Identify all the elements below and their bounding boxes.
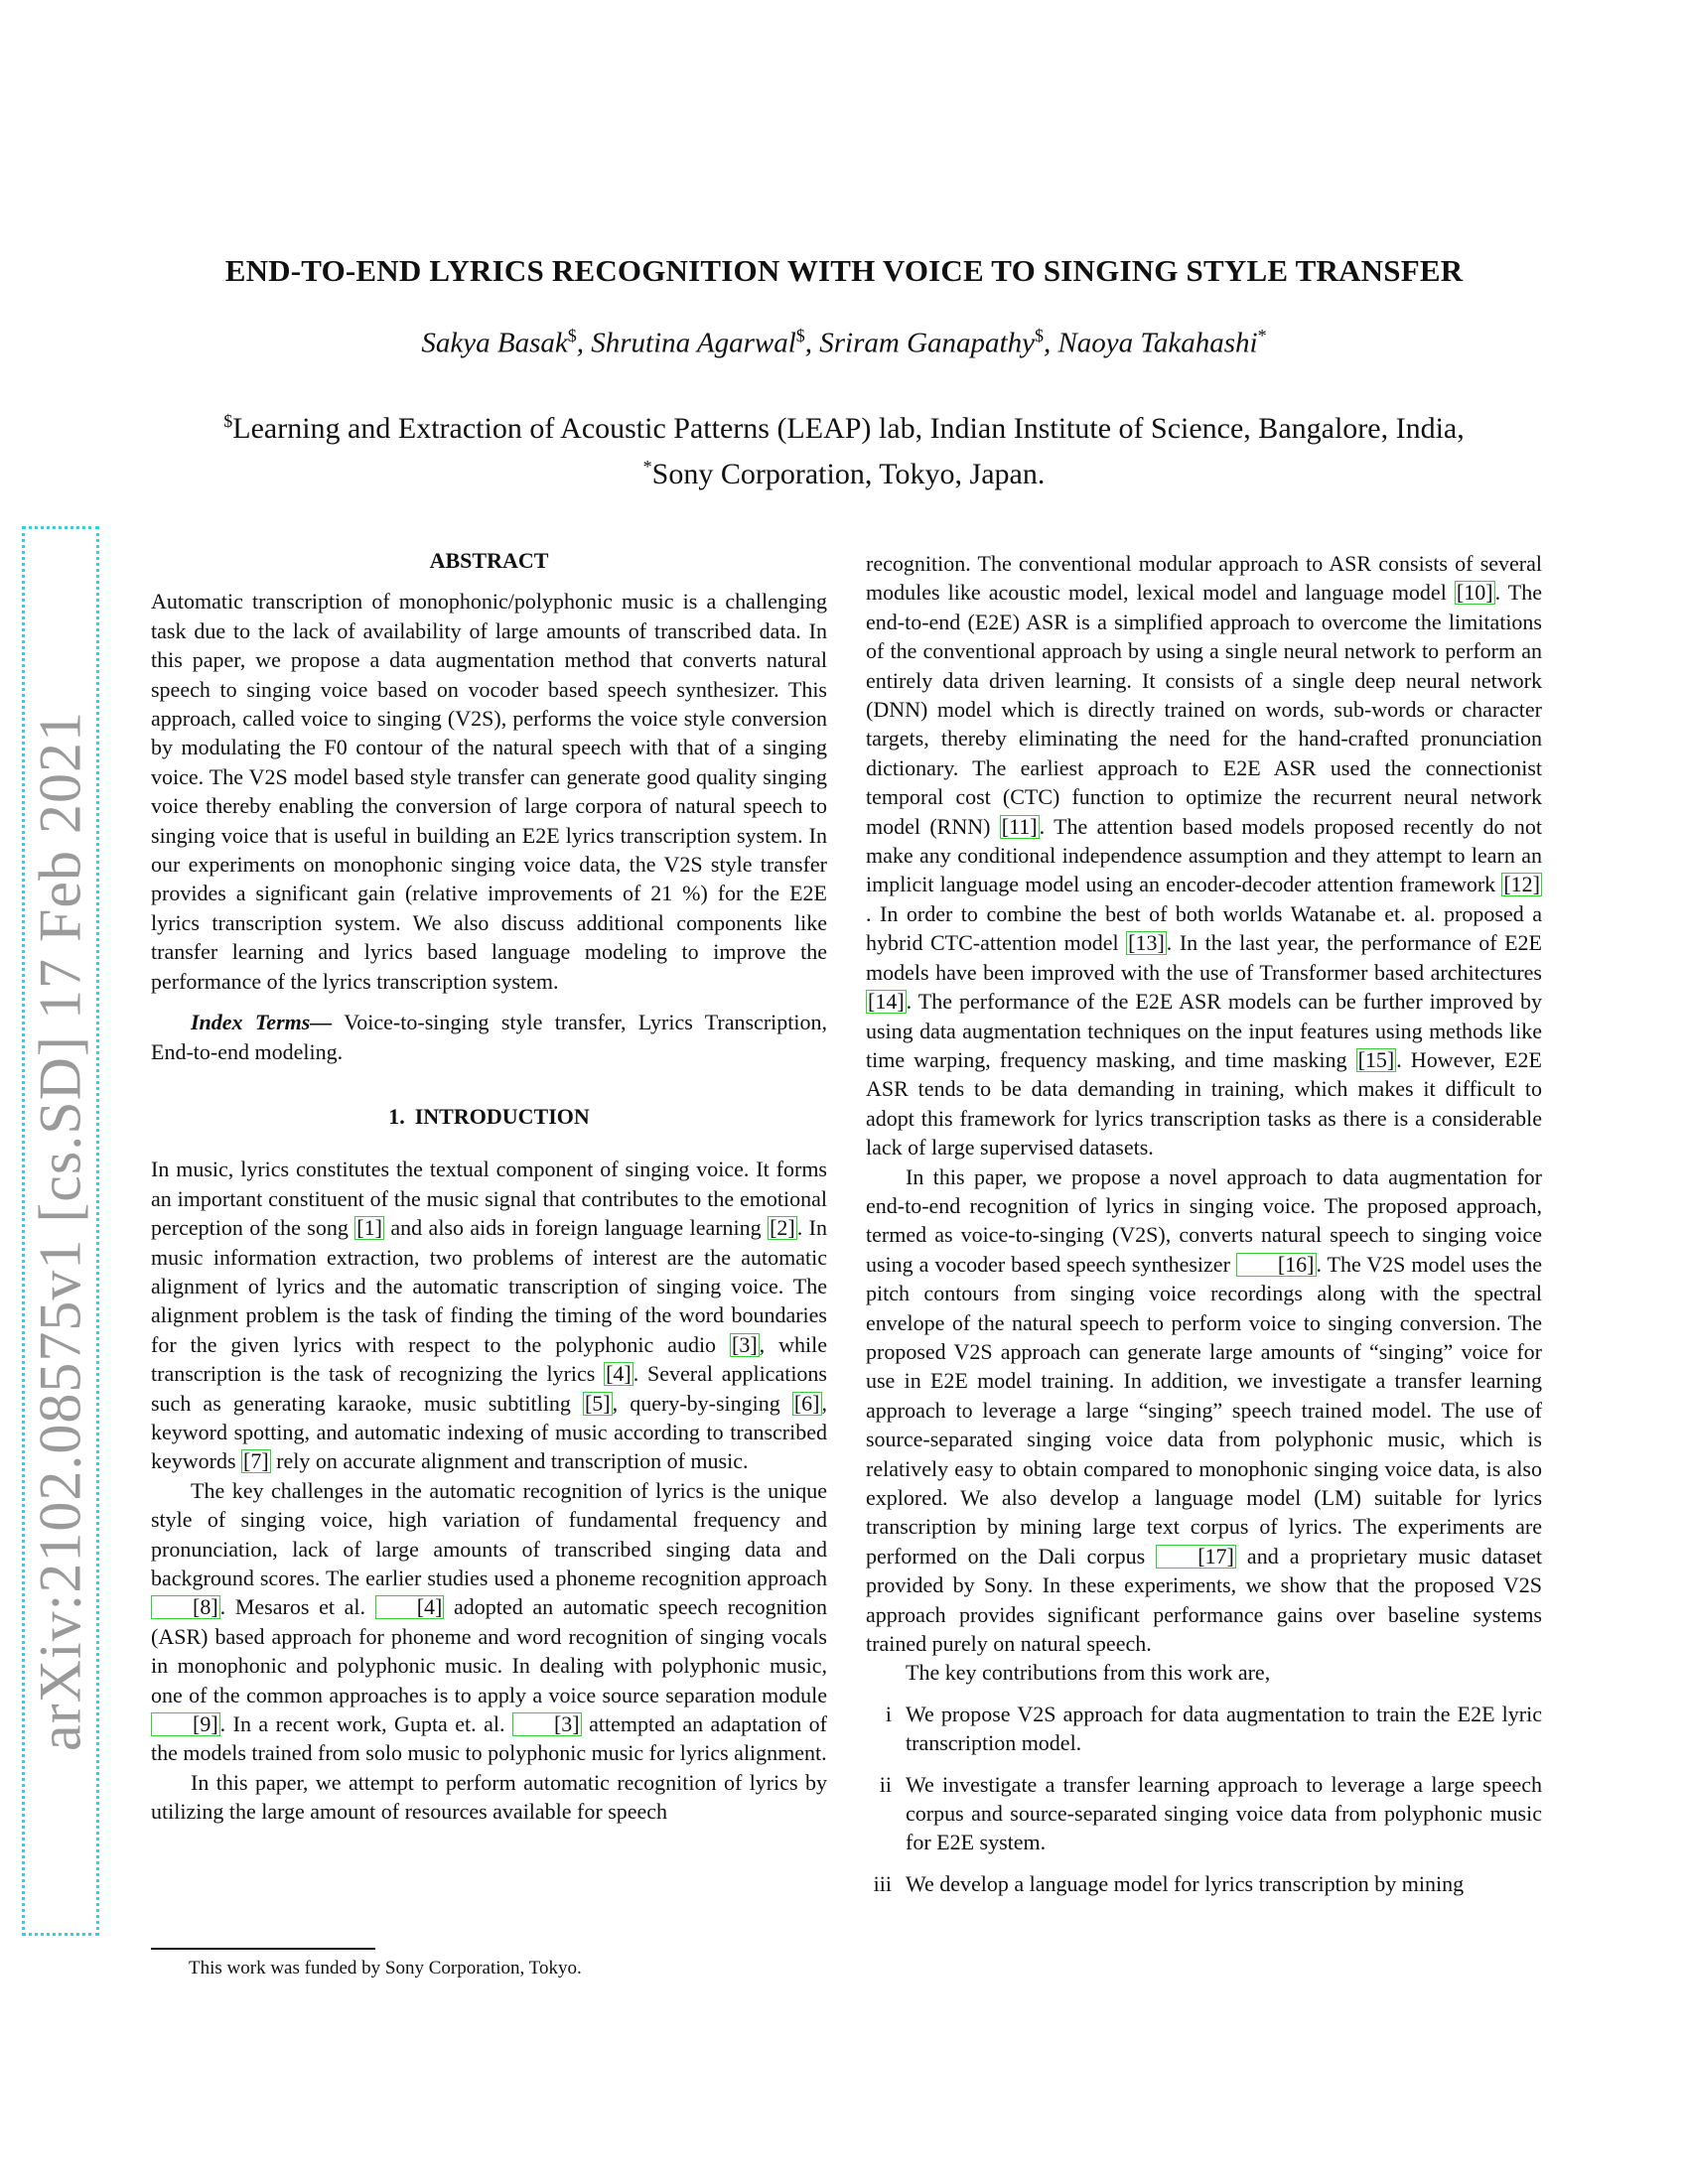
citation-link[interactable]: [11]: [1001, 813, 1038, 839]
citation-link[interactable]: [2]: [770, 1215, 795, 1241]
paragraph-text: In music, lyrics constitutes the textual component of singing voice. It forms an important constituent of the music signal that contributes to the emotional perception of the song: [151, 1157, 827, 1241]
contribution-text: We investigate a transfer learning approach to leverage a large speech corpus and source-separated singing voice data from polyphonic music for E2E system.: [906, 1771, 1542, 1855]
section-title: INTRODUCTION: [414, 1103, 590, 1129]
contribution-text: We propose V2S approach for data augmentation to train the E2E lyric transcription model.: [906, 1701, 1542, 1756]
contribution-number: i: [885, 1701, 892, 1726]
author-separator: ,: [1043, 327, 1058, 359]
paragraph-text: . Several applications such as generating karaoke, music subtitling: [151, 1361, 827, 1416]
contribution-item: [866, 1869, 1542, 1898]
paragraph-text: . In a recent work, Gupta et. al.: [219, 1711, 512, 1737]
contribution-text: We develop a language model for lyrics transcription by mining: [906, 1870, 1465, 1896]
paragraph-text: , keyword spotting, and automatic indexing of music according to transcribed keywords: [151, 1390, 827, 1474]
paragraph-text: recognition. The conventional modular approach to ASR consists of several modules like acoustic model, lexical model and language model: [866, 551, 1542, 606]
author-affiliation-mark: *: [1257, 326, 1267, 345]
intro-paragraph-1: [151, 1155, 827, 1475]
footnote: This work was funded by Sony Corporation, Tokyo.: [189, 1958, 582, 1979]
affiliation-line: [149, 402, 1539, 448]
contribution-number: ii: [879, 1771, 892, 1797]
citation-link[interactable]: [4]: [606, 1361, 632, 1387]
intro-paragraph-3: [151, 1768, 827, 1827]
author-name: Naoya Takahashi: [1057, 327, 1258, 359]
citation-link[interactable]: [3]: [512, 1712, 582, 1736]
affiliation-text: Sony Corporation, Tokyo, Japan.: [651, 458, 1046, 490]
contribution-item: [866, 1700, 1542, 1758]
author-list: [149, 326, 1539, 360]
citation-link[interactable]: [1]: [356, 1215, 382, 1241]
intro-paragraph-2: [151, 1476, 827, 1768]
paragraph-text: , query-by-singing: [612, 1390, 792, 1416]
left-column: [151, 546, 827, 1827]
abstract-heading: ABSTRACT: [429, 548, 549, 573]
author-affiliation-mark: $: [795, 326, 805, 345]
affiliation-mark: $: [223, 411, 233, 431]
paragraph-text: and also aids in foreign language learning: [383, 1215, 769, 1241]
citation-link[interactable]: [6]: [793, 1390, 820, 1416]
paragraph-text: . The V2S model uses the pitch contours from singing voice recordings along with the spectral envelope of the natural speech to perform voice to singing conversion. The proposed V2S approach can generate large amounts of “singing” voice for use in E2E model training. In addition, we investigate a transfer learning approach to leverage a large “singing” speech trained model. The use of source-separated singing voice data from polyphonic music, which is relatively easy to obtain compared to monophonic singing voice data, is also explored. We also develop a language model (LM) suitable for lyrics transcription by mining large text corpus of lyrics. The experiments are performed on the Dali corpus: [866, 1251, 1542, 1569]
affiliation-mark: *: [642, 457, 652, 477]
citation-link[interactable]: [10]: [1456, 580, 1493, 606]
paragraph-text: The key challenges in the automatic recognition of lyrics is the unique style of singing voice, high variation of fundamental frequency and pronunciation, lack of large amounts of transcribed singing data and background scores. The earlier studies used a phoneme recognition approach: [151, 1477, 827, 1590]
citation-link[interactable]: [15]: [1357, 1046, 1395, 1072]
citation-link[interactable]: [8]: [151, 1595, 220, 1619]
citation-link[interactable]: [12]: [1503, 872, 1540, 897]
paragraph-text: In this paper, we attempt to perform automatic recognition of lyrics by utilizing the large amount of resources available for speech: [151, 1769, 827, 1825]
paragraph-text: . In music information extraction, two problems of interest are the automatic alignment of lyrics and the automatic transcription of singing voice. The alignment problem is the task of finding the timing of the word boundaries for the given lyrics with respect to the polyphonic audio: [151, 1215, 827, 1357]
affiliations: [149, 402, 1539, 493]
author-name: Sakya Basak: [421, 327, 568, 359]
affiliation-text: Learning and Extraction of Acoustic Patterns (LEAP) lab, Indian Institute of Science, Bangalore, India,: [232, 412, 1465, 445]
index-terms: [151, 1008, 827, 1066]
citation-link[interactable]: [3]: [732, 1331, 758, 1357]
paragraph-text: . The end-to-end (E2E) ASR is a simplified approach to overcome the limitations of the conventional approach by using a single neural network to perform an entirely data driven learning. It consists of a single deep neural network (DNN) model which is directly trained on words, sub-words or character targets, thereby eliminating the need for the hand-crafted pronunciation dictionary. The earliest approach to E2E ASR used the connectionist temporal cost (CTC) function to optimize the recurrent neural network model (RNN): [866, 580, 1542, 839]
citation-link[interactable]: [17]: [1156, 1545, 1236, 1569]
right-column: [866, 549, 1542, 1910]
section-number: 1.: [388, 1103, 405, 1129]
author-separator: ,: [804, 327, 820, 359]
author-name: Shrutina Agarwal: [591, 327, 796, 359]
contributions-intro: The key contributions from this work are,: [906, 1660, 1271, 1686]
contribution-number: iii: [873, 1870, 892, 1896]
paragraph-text: . Mesaros et al.: [219, 1594, 375, 1620]
paragraph-text: . The attention based models proposed recently do not make any conditional independence assumption and they attempt to learn an implicit language model using an encoder-decoder attention framework: [866, 813, 1542, 897]
arxiv-stamp: [22, 526, 99, 1936]
author-affiliation-mark: $: [567, 326, 577, 345]
paragraph-text: . In the last year, the performance of E2E models have been improved with the use of Transformer based architectures: [866, 930, 1542, 985]
citation-link[interactable]: [7]: [243, 1448, 269, 1474]
author-separator: ,: [576, 327, 592, 359]
citation-link[interactable]: [14]: [868, 989, 905, 1015]
intro-paragraph-3-continued: [866, 549, 1542, 1162]
affiliation-line: [149, 448, 1539, 493]
abstract-text: Automatic transcription of monophonic/polyphonic music is a challenging task due to the lack of availability of large amounts of transcribed data. In this paper, we propose a data augmentation method that converts natural speech to singing voice based on vocoder based speech synthesizer. This approach, called voice to singing (V2S), performs the voice style conversion by modulating the F0 contour of the natural speech with that of a singing voice. The V2S model based style transfer can generate good quality singing voice thereby enabling the conversion of large corpora of natural speech to singing voice that is useful in building an E2E lyrics transcription system. In our experiments on monophonic singing voice data, the V2S style transfer provides a significant gain (relative improvements of 21 %) for the E2E lyrics transcription system. We also discuss additional components like transfer learning and lyrics based language modeling to improve the performance of the lyrics transcription system.: [151, 589, 827, 994]
citation-link[interactable]: [4]: [375, 1595, 445, 1619]
paragraph-text: attempted an adaptation of the models trained from solo music to polyphonic music for lyrics alignment.: [151, 1711, 827, 1766]
footnote-rule: [151, 1948, 375, 1950]
paragraph-text: , while transcription is the task of recognizing the lyrics: [151, 1331, 827, 1387]
paragraph-text: In this paper, we propose a novel approach to data augmentation for end-to-end recognition of lyrics in singing voice. The proposed approach, termed as voice-to-singing (V2S), converts natural speech to singing voice using a vocoder based speech synthesizer: [866, 1163, 1542, 1277]
paragraph-text: adopted an automatic speech recognition (ASR) based approach for phoneme and word recognition of singing vocals in monophonic and polyphonic music. In dealing with polyphonic music, one of the common approaches is to apply a voice source separation module: [151, 1594, 827, 1707]
paragraph-text: rely on accurate alignment and transcription of music.: [270, 1448, 749, 1474]
section-heading-introduction: [151, 1102, 827, 1131]
author-affiliation-mark: $: [1034, 326, 1044, 345]
paper-title: END-TO-END LYRICS RECOGNITION WITH VOICE TO SINGING STYLE TRANSFER: [224, 253, 1464, 288]
citation-link[interactable]: [16]: [1236, 1253, 1317, 1277]
index-terms-label: Index Terms—: [191, 1010, 333, 1035]
index-terms-text: Voice-to-singing style transfer, Lyrics Transcription, End-to-end modeling.: [151, 1010, 827, 1064]
intro-paragraph-4: [866, 1162, 1542, 1659]
paragraph-text: . However, E2E ASR tends to be data demanding in training, which makes it difficult to adopt this framework for lyrics transcription tasks as there is a considerable lack of large supervised datasets.: [866, 1046, 1542, 1160]
contributions-list: [866, 1700, 1542, 1898]
citation-link[interactable]: [9]: [151, 1712, 220, 1736]
paragraph-text: . In order to combine the best of both worlds Watanabe et. al. proposed a hybrid CTC-attention model: [866, 900, 1542, 956]
paragraph-text: and a proprietary music dataset provided by Sony. In these experiments, we show that the proposed V2S approach provides significant performance gains over baseline systems trained purely on natural speech.: [866, 1543, 1542, 1657]
citation-link[interactable]: [13]: [1128, 930, 1165, 956]
contribution-item: [866, 1770, 1542, 1857]
arxiv-identifier: arXiv:2102.08575v1 [cs.SD] 17 Feb 2021: [27, 711, 93, 1751]
citation-link[interactable]: [5]: [584, 1390, 611, 1416]
paragraph-text: . The performance of the E2E ASR models can be further improved by using data augmentation techniques on the input features using methods like time warping, frequency masking, and time masking: [866, 989, 1542, 1072]
author-name: Sriram Ganapathy: [819, 327, 1035, 359]
